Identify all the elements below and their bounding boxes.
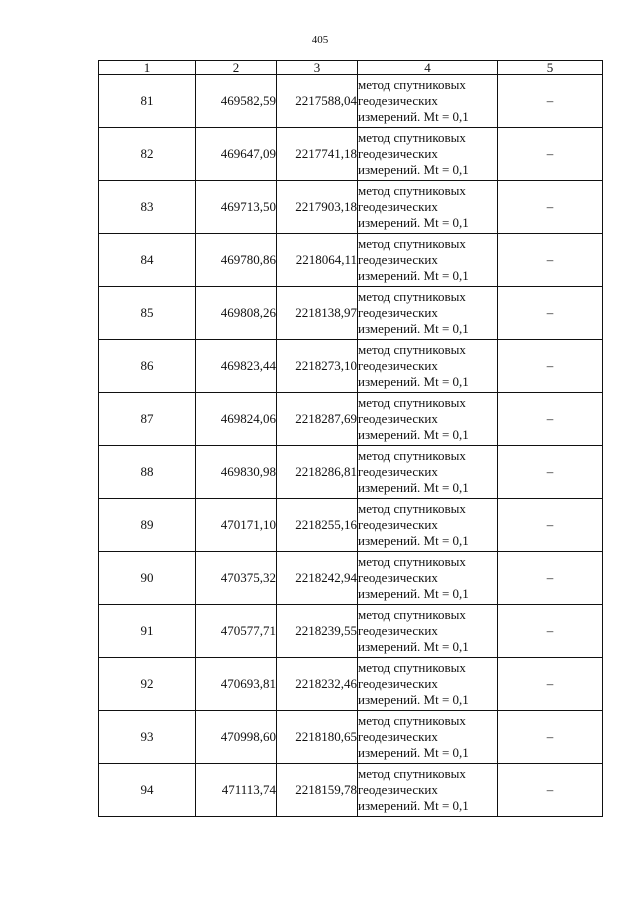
x-coordinate-cell: 469713,50 xyxy=(196,181,277,234)
method-line-3: измерений. Mt = 0,1 xyxy=(358,215,469,230)
x-coordinate-cell: 469647,09 xyxy=(196,128,277,181)
method-line-3: измерений. Mt = 0,1 xyxy=(358,109,469,124)
method-cell xyxy=(358,340,498,393)
method-line-1: метод спутниковых xyxy=(358,501,466,516)
table-row xyxy=(99,340,603,393)
method-line-1: метод спутниковых xyxy=(358,660,466,675)
y-coordinate-cell: 2218242,94 xyxy=(277,552,358,605)
x-coordinate-cell: 470998,60 xyxy=(196,711,277,764)
x-coordinate-cell: 469582,59 xyxy=(196,75,277,128)
method-cell xyxy=(358,393,498,446)
note-cell: – xyxy=(498,234,603,287)
point-number-cell: 93 xyxy=(99,711,196,764)
method-line-2: геодезических xyxy=(358,93,438,108)
method-cell xyxy=(358,128,498,181)
point-number-cell: 83 xyxy=(99,181,196,234)
method-cell xyxy=(358,764,498,817)
method-line-2: геодезических xyxy=(358,358,438,373)
note-cell: – xyxy=(498,181,603,234)
y-coordinate-cell: 2218239,55 xyxy=(277,605,358,658)
method-line-2: геодезических xyxy=(358,517,438,532)
y-coordinate-cell: 2217903,18 xyxy=(277,181,358,234)
table-row xyxy=(99,128,603,181)
header-col-2: 2 xyxy=(196,61,277,75)
x-coordinate-cell: 470693,81 xyxy=(196,658,277,711)
point-number-cell: 87 xyxy=(99,393,196,446)
method-line-2: геодезических xyxy=(358,570,438,585)
point-number-cell: 85 xyxy=(99,287,196,340)
y-coordinate-cell: 2218286,81 xyxy=(277,446,358,499)
method-line-1: метод спутниковых xyxy=(358,554,466,569)
y-coordinate-cell: 2218232,46 xyxy=(277,658,358,711)
note-cell: – xyxy=(498,340,603,393)
method-line-3: измерений. Mt = 0,1 xyxy=(358,321,469,336)
y-coordinate-cell: 2218255,16 xyxy=(277,499,358,552)
note-cell: – xyxy=(498,446,603,499)
note-cell: – xyxy=(498,605,603,658)
point-number-cell: 89 xyxy=(99,499,196,552)
point-number-cell: 94 xyxy=(99,764,196,817)
point-number-cell: 91 xyxy=(99,605,196,658)
point-number-cell: 81 xyxy=(99,75,196,128)
header-col-1: 1 xyxy=(99,61,196,75)
method-line-3: измерений. Mt = 0,1 xyxy=(358,427,469,442)
note-cell: – xyxy=(498,499,603,552)
header-col-3: 3 xyxy=(277,61,358,75)
table-row xyxy=(99,446,603,499)
method-line-2: геодезических xyxy=(358,464,438,479)
method-line-2: геодезических xyxy=(358,252,438,267)
x-coordinate-cell: 469780,86 xyxy=(196,234,277,287)
y-coordinate-cell: 2217741,18 xyxy=(277,128,358,181)
method-line-1: метод спутниковых xyxy=(358,766,466,781)
method-line-3: измерений. Mt = 0,1 xyxy=(358,268,469,283)
method-cell xyxy=(358,552,498,605)
method-line-3: измерений. Mt = 0,1 xyxy=(358,639,469,654)
table-row xyxy=(99,711,603,764)
point-number-cell: 88 xyxy=(99,446,196,499)
method-cell xyxy=(358,446,498,499)
method-line-1: метод спутниковых xyxy=(358,342,466,357)
table-row xyxy=(99,552,603,605)
note-cell: – xyxy=(498,764,603,817)
method-line-3: измерений. Mt = 0,1 xyxy=(358,692,469,707)
table-header xyxy=(99,61,603,75)
method-line-3: измерений. Mt = 0,1 xyxy=(358,586,469,601)
header-col-4: 4 xyxy=(358,61,498,75)
method-line-1: метод спутниковых xyxy=(358,77,466,92)
method-cell xyxy=(358,605,498,658)
page-number: 405 xyxy=(311,34,329,46)
table-row xyxy=(99,764,603,817)
table-row xyxy=(99,234,603,287)
method-line-2: геодезических xyxy=(358,199,438,214)
method-cell xyxy=(358,658,498,711)
x-coordinate-cell: 469830,98 xyxy=(196,446,277,499)
method-cell xyxy=(358,234,498,287)
method-line-2: геодезических xyxy=(358,411,438,426)
note-cell: – xyxy=(498,128,603,181)
x-coordinate-cell: 469824,06 xyxy=(196,393,277,446)
coordinates-table xyxy=(98,60,603,817)
method-cell xyxy=(358,181,498,234)
y-coordinate-cell: 2218064,11 xyxy=(277,234,358,287)
y-coordinate-cell: 2217588,04 xyxy=(277,75,358,128)
method-line-3: измерений. Mt = 0,1 xyxy=(358,162,469,177)
x-coordinate-cell: 470171,10 xyxy=(196,499,277,552)
header-col-5: 5 xyxy=(498,61,603,75)
y-coordinate-cell: 2218138,97 xyxy=(277,287,358,340)
method-line-2: геодезических xyxy=(358,305,438,320)
method-line-1: метод спутниковых xyxy=(358,236,466,251)
point-number-cell: 92 xyxy=(99,658,196,711)
method-line-1: метод спутниковых xyxy=(358,713,466,728)
method-line-1: метод спутниковых xyxy=(358,395,466,410)
note-cell: – xyxy=(498,287,603,340)
point-number-cell: 82 xyxy=(99,128,196,181)
method-line-2: геодезических xyxy=(358,623,438,638)
method-cell xyxy=(358,75,498,128)
note-cell: – xyxy=(498,711,603,764)
x-coordinate-cell: 470577,71 xyxy=(196,605,277,658)
method-line-3: измерений. Mt = 0,1 xyxy=(358,798,469,813)
method-cell xyxy=(358,499,498,552)
point-number-cell: 84 xyxy=(99,234,196,287)
method-line-1: метод спутниковых xyxy=(358,607,466,622)
x-coordinate-cell: 469808,26 xyxy=(196,287,277,340)
method-line-1: метод спутниковых xyxy=(358,130,466,145)
point-number-cell: 90 xyxy=(99,552,196,605)
method-line-2: геодезических xyxy=(358,782,438,797)
note-cell: – xyxy=(498,552,603,605)
table-row xyxy=(99,181,603,234)
table-row xyxy=(99,658,603,711)
x-coordinate-cell: 470375,32 xyxy=(196,552,277,605)
method-line-3: измерений. Mt = 0,1 xyxy=(358,533,469,548)
method-line-1: метод спутниковых xyxy=(358,183,466,198)
x-coordinate-cell: 469823,44 xyxy=(196,340,277,393)
table-row xyxy=(99,75,603,128)
method-line-2: геодезических xyxy=(358,146,438,161)
table-row xyxy=(99,605,603,658)
table-row xyxy=(99,499,603,552)
y-coordinate-cell: 2218287,69 xyxy=(277,393,358,446)
y-coordinate-cell: 2218159,78 xyxy=(277,764,358,817)
method-cell xyxy=(358,711,498,764)
header-row xyxy=(99,61,603,75)
table-row xyxy=(99,287,603,340)
method-line-1: метод спутниковых xyxy=(358,448,466,463)
method-line-3: измерений. Mt = 0,1 xyxy=(358,745,469,760)
method-line-2: геодезических xyxy=(358,729,438,744)
y-coordinate-cell: 2218273,10 xyxy=(277,340,358,393)
table-row xyxy=(99,393,603,446)
method-line-1: метод спутниковых xyxy=(358,289,466,304)
method-line-3: измерений. Mt = 0,1 xyxy=(358,374,469,389)
method-line-3: измерений. Mt = 0,1 xyxy=(358,480,469,495)
method-line-2: геодезических xyxy=(358,676,438,691)
x-coordinate-cell: 471113,74 xyxy=(196,764,277,817)
note-cell: – xyxy=(498,75,603,128)
method-cell xyxy=(358,287,498,340)
y-coordinate-cell: 2218180,65 xyxy=(277,711,358,764)
note-cell: – xyxy=(498,658,603,711)
point-number-cell: 86 xyxy=(99,340,196,393)
note-cell: – xyxy=(498,393,603,446)
table-body xyxy=(99,75,603,817)
